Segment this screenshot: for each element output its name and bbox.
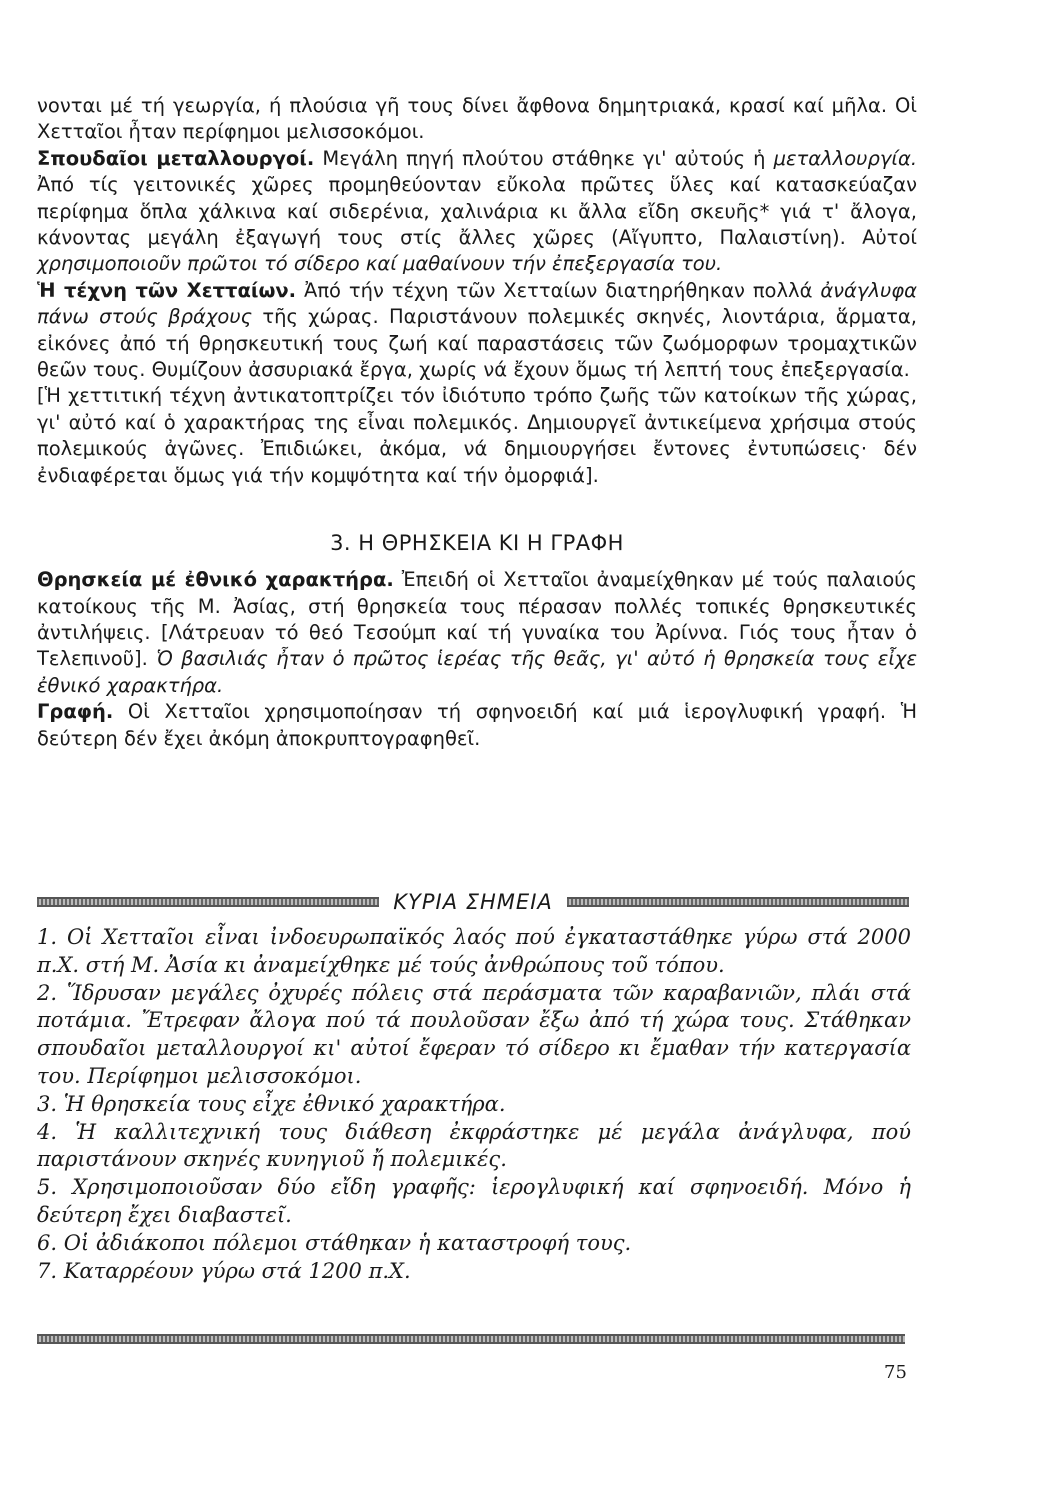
key-point-item: 2. Ἵδρυσαν μεγάλες ὀχυρές πόλεις στά περάσματα τῶν καραβανιῶν, πλάι στά ποτάμια. Ἔτρεφαν ἄλογα πού τά πουλοῦσαν ἔξω ἀπό τή χώρα τους. Στάθηκαν σπουδαῖοι μεταλλουργοί κι' αὐτοί ἔφεραν τό σίδερο κι ἔμαθαν τήν κατεργασία του. Περίφημοι μελισσοκόμοι. [37,980,911,1088]
key-point-item: 7. Καταρρέουν γύρω στά 1200 π.Χ. [37,1258,411,1283]
paragraph-art-bracketed: [Ἡ χεττιτική τέχνη ἀντικατοπτρίζει τόν ἰδιότυπο τρόπο ζωῆς τῶν κατοίκων τῆς χώρας, γι' αὐτό καί ὁ χαρακτήρας της εἶναι πολεμικός. Δημιουργεῖ ἀντικείμενα χρήσιμα στούς πολεμικούς ἀγῶνες. Ἐπιδιώκει, ἀκόμα, νά δημιουργήσει ἔντονες ἐντυπώσεις· δέν ἐνδιαφέρεται ὅμως γιά τήν κομψότητα καί τήν ὀμορφιά]. [37,384,917,487]
heading-metallurgists: Σπουδαῖοι μεταλλουργοί. [37,146,315,170]
paragraph-religion: Θρησκεία μέ ἐθνικό χαρακτήρα. Ἐπειδή οἱ Χετταῖοι ἀναμείχθηκαν μέ τούς παλαιούς κατοίκους τῆς Μ. Ἀσίας, στή θρησκεία τους πέρασαν πολλές τοπικές θρησκευτικές ἀντιλήψεις. [Λάτρευαν τό θεό Τεσούμπ καί τή γυναίκα του Ἀρίννα. Γιός τους ἦταν ὁ Τελεπινοῦ]. Ὁ βασιλιάς ἦταν ὁ πρῶτος ἱερέας τῆς θεᾶς, γι' αὐτό ἡ θρησκεία τους εἶχε ἐθνικό χαρακτήρα. [37,568,918,697]
key-points-list [37,924,911,1285]
bottom-divider [37,1334,905,1344]
key-point-item: 1. Οἱ Χετταῖοι εἶναι ἰνδοευρωπαϊκός λαός πού ἐγκαταστάθηκε γύρω στά 2000 π.Χ. στή Μ. Ἀσία κι ἀναμείχθηκε μέ τούς ἀνθρώπους τοῦ τόπου. [37,925,911,977]
section-title: 3. Η ΘΡΗΣΚΕΙΑ ΚΙ Η ΓΡΑΦΗ [330,531,624,556]
key-point-item: 5. Χρησιμοποιοῦσαν δύο εἴδη γραφῆς: ἱερογλυφική καί σφηνοειδή. Μόνο ἡ δεύτερη ἔχει διαβαστεῖ. [37,1175,911,1227]
key-point-item: 3. Ἡ θρησκεία τους εἶχε ἐθνικό χαρακτήρα. [37,1091,506,1116]
heading-hittite-art: Ἡ τέχνη τῶν Χετταίων. [37,278,297,302]
heading-religion: Θρησκεία μέ ἐθνικό χαρακτήρα. [37,568,394,592]
divider-right [567,897,909,907]
paragraph-writing: Γραφή. Οἱ Χετταῖοι χρησιμοποίησαν τή σφηνοειδή καί μιά ἱερογλυφική γραφή. Ἡ δεύτερη δέν ἔχει ἀκόμη ἀποκρυπτογραφηθεῖ. [37,700,917,750]
paragraph-agriculture: νονται μέ τή γεωργία, ή πλούσια γῆ τους δίνει ἄφθονα δημητριακά, κρασί καί μῆλα. Οἱ Χετταῖοι ἦταν περίφημοι μελισσοκόμοι. [37,94,917,144]
key-point-item: 4. Ἡ καλλιτεχνική τους διάθεση ἐκφράστηκε μέ μεγάλα ἀνάγλυφα, πού παριστάνουν σκηνές κυνηγιοῦ ἤ πολεμικές. [37,1119,911,1172]
paragraph-metallurgy: Σπουδαῖοι μεταλλουργοί. Μεγάλη πηγή πλούτου στάθηκε γι' αὐτούς ἡ μεταλλουργία. Ἀπό τίς γειτονικές χῶρες προμηθεύονταν εὔκολα πρῶτες ὕλες καί κατασκεύαζαν περίφημα ὅπλα χάλκινα καί σιδερένια, χαλινάρια κι ἄλλα εἴδη σκευῆς* γιά τ' ἄλογα, κάνοντας μεγάλη ἐξαγωγή τους στίς ἄλλες χῶρες (Αἴγυπτο, Παλαιστίνη). Αὐτοί χρησιμοποιοῦν πρῶτοι τό σίδερο καί μαθαίνουν τήν ἐπεξεργασία του. [37,146,918,276]
heading-writing: Γραφή. [37,700,114,724]
key-point-item: 6. Οἱ ἀδιάκοποι πόλεμοι στάθηκαν ἡ καταστροφή τους. [37,1230,632,1255]
key-points-header [37,887,909,917]
divider-left [37,897,379,907]
page-number: 75 [884,1362,907,1383]
key-points-title: ΚΥΡΙΑ ΣΗΜΕΙΑ [393,890,553,914]
main-text [37,93,917,752]
paragraph-art: Ἡ τέχνη τῶν Χετταίων. Ἀπό τήν τέχνη τῶν Χετταίων διατηρήθηκαν πολλά ἀνάγλυφα πάνω στούς βράχους τῆς χώρας. Παριστάνουν πολεμικές σκηνές, λιοντάρια, ἅρματα, εἰκόνες ἀπό τή θρησκευτική τους ζωή καί παραστάσεις τῶν ζωόμορφων τρομαχτικῶν θεῶν τους. Θυμίζουν ἀσσυριακά ἔργα, χωρίς νά ἔχουν ὅμως τή λεπτή τους ἐπεξεργασία. [37,278,917,382]
